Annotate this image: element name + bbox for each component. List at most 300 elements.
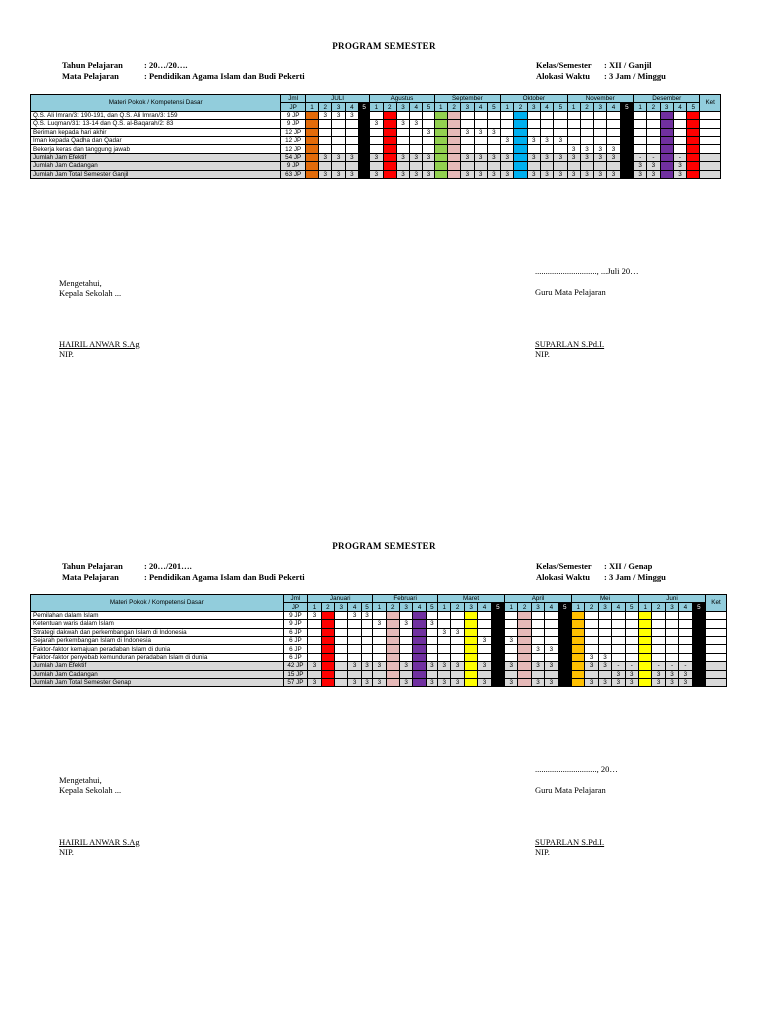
jp-cell: 9 JP (281, 162, 306, 170)
week-cell (572, 620, 585, 628)
week-cell: - (625, 662, 638, 670)
week-cell (692, 645, 705, 653)
week-cell: 3 (319, 170, 332, 178)
week-cell (692, 662, 705, 670)
week-cell (464, 662, 477, 670)
materi-cell: Jumlah Jam Total Semester Genap (31, 678, 284, 686)
guru-nip: NIP. (535, 847, 550, 857)
mapel-label: Mata Pelajaran (62, 572, 119, 582)
week-cell: 3 (474, 128, 487, 136)
place-date: ............................., ...Juli 20… (535, 266, 639, 276)
kelas-label: Kelas/Semester (536, 60, 592, 70)
week-cell (505, 645, 518, 653)
week-number: 1 (572, 603, 585, 611)
week-cell (361, 620, 372, 628)
week-number: 2 (585, 603, 598, 611)
week-cell (665, 620, 678, 628)
week-number: 5 (423, 103, 434, 111)
week-cell: 3 (598, 662, 611, 670)
alokasi-label: Alokasi Waktu (536, 71, 590, 81)
week-cell: 3 (399, 662, 412, 670)
week-cell: 3 (545, 678, 558, 686)
week-cell (679, 636, 692, 644)
week-cell (308, 636, 321, 644)
materi-cell: Strategi dakwah dan perkembangan Islam di Indonesia (31, 628, 284, 636)
week-cell: 3 (487, 170, 500, 178)
header-month: Oktober (501, 95, 567, 103)
week-cell (518, 611, 531, 619)
week-cell (585, 645, 598, 653)
header-month: September (434, 95, 500, 103)
week-cell (373, 628, 386, 636)
week-number: 3 (335, 603, 348, 611)
materi-cell: Jumlah Jam Cadangan (31, 670, 284, 678)
week-cell: 3 (423, 170, 434, 178)
jp-cell: 42 JP (283, 662, 308, 670)
week-cell (308, 645, 321, 653)
week-cell (652, 611, 665, 619)
week-cell: 3 (625, 678, 638, 686)
ket-cell (706, 670, 727, 678)
week-cell: 3 (461, 128, 474, 136)
week-cell: 3 (612, 678, 625, 686)
header-month: Februari (373, 595, 438, 603)
week-cell (505, 620, 518, 628)
week-cell: 3 (567, 153, 580, 161)
week-cell: 3 (598, 678, 611, 686)
week-cell (545, 636, 558, 644)
week-cell (585, 628, 598, 636)
week-cell (321, 628, 334, 636)
week-cell (531, 653, 544, 661)
week-cell: 3 (665, 678, 678, 686)
week-cell (361, 636, 372, 644)
week-cell (665, 653, 678, 661)
week-cell (545, 653, 558, 661)
week-cell: 3 (423, 128, 434, 136)
week-cell: 3 (410, 120, 423, 128)
week-cell (625, 611, 638, 619)
guru-nip: NIP. (535, 349, 550, 359)
week-cell (386, 645, 399, 653)
week-cell: 3 (527, 170, 540, 178)
jp-cell: 6 JP (283, 653, 308, 661)
week-cell (478, 620, 491, 628)
week-number: 2 (451, 603, 464, 611)
alokasi-label: Alokasi Waktu (536, 572, 590, 582)
week-cell: 3 (396, 170, 409, 178)
week-number: 5 (359, 103, 370, 111)
week-cell: 3 (487, 128, 500, 136)
week-cell (386, 662, 399, 670)
week-number: 2 (383, 103, 396, 111)
week-cell (361, 628, 372, 636)
week-cell (612, 611, 625, 619)
week-number: 5 (687, 103, 700, 111)
week-cell: 3 (607, 153, 620, 161)
week-cell (558, 662, 571, 670)
jp-cell: 12 JP (281, 128, 306, 136)
week-cell (572, 678, 585, 686)
guru-name: SUPARLAN S.Pd.I. (535, 339, 605, 349)
week-cell (335, 628, 348, 636)
week-number: 4 (612, 603, 625, 611)
week-cell (518, 678, 531, 686)
week-number: 1 (633, 103, 646, 111)
week-cell: 3 (554, 136, 567, 144)
week-cell (572, 662, 585, 670)
week-cell: 3 (527, 136, 540, 144)
week-cell (413, 653, 426, 661)
week-cell (399, 611, 412, 619)
header-materi: Materi Pokok / Kompetensi Dasar (31, 595, 284, 612)
week-cell (692, 611, 705, 619)
week-cell: - (612, 662, 625, 670)
week-cell (399, 653, 412, 661)
week-cell: 3 (625, 670, 638, 678)
week-cell: 3 (423, 153, 434, 161)
header-jp: JP (281, 103, 306, 111)
week-cell (652, 636, 665, 644)
week-number: 2 (647, 103, 660, 111)
week-cell (464, 678, 477, 686)
week-cell (639, 678, 652, 686)
week-cell: 3 (370, 170, 383, 178)
header-month: Juni (639, 595, 706, 603)
week-cell (413, 670, 426, 678)
page-title: PROGRAM SEMESTER (332, 541, 436, 551)
week-cell (426, 653, 437, 661)
materi-cell: Pemilahan dalam Islam (31, 611, 284, 619)
week-cell (451, 653, 464, 661)
materi-cell: Sejarah perkembangan Islam di Indonesia (31, 636, 284, 644)
week-cell: 3 (531, 678, 544, 686)
ket-cell (706, 662, 727, 670)
ket-cell (706, 653, 727, 661)
week-number: 5 (625, 603, 638, 611)
week-cell (335, 678, 348, 686)
week-cell (625, 620, 638, 628)
week-cell (491, 636, 504, 644)
week-cell (451, 645, 464, 653)
week-cell: - (679, 662, 692, 670)
materi-cell: Bekerja keras dan tanggung jawab (31, 145, 281, 153)
guru-label: Guru Mata Pelajaran (535, 287, 606, 297)
week-cell: 3 (580, 153, 593, 161)
week-cell: 3 (332, 153, 345, 161)
jp-cell: 6 JP (283, 645, 308, 653)
week-cell: 3 (345, 153, 358, 161)
week-number: 1 (305, 103, 318, 111)
week-cell (679, 628, 692, 636)
tahun-label: Tahun Pelajaran (62, 561, 123, 571)
week-cell: 3 (652, 670, 665, 678)
week-cell (558, 620, 571, 628)
week-cell (558, 645, 571, 653)
week-cell: 3 (598, 653, 611, 661)
materi-cell: Beriman kepada hari akhir (31, 128, 281, 136)
kepala-label: Kepala Sekolah ... (59, 785, 122, 795)
week-number: 5 (491, 603, 504, 611)
materi-cell: Q.S. Luqman/31: 13-14 dan Q.S. al-Baqarah/2: 83 (31, 120, 281, 128)
week-cell (692, 653, 705, 661)
week-cell (531, 628, 544, 636)
week-cell: 3 (673, 162, 686, 170)
week-cell (413, 636, 426, 644)
week-cell: 3 (410, 170, 423, 178)
week-number: 2 (580, 103, 593, 111)
kelas-label: Kelas/Semester (536, 561, 592, 571)
jp-cell: 9 JP (281, 120, 306, 128)
week-cell (386, 620, 399, 628)
materi-cell: Jumlah Jam Efektif (31, 662, 284, 670)
kepala-nip: NIP. (59, 847, 74, 857)
week-number: 3 (665, 603, 678, 611)
week-cell (348, 628, 361, 636)
week-number: 2 (319, 103, 332, 111)
week-cell (612, 645, 625, 653)
jp-cell: 15 JP (283, 670, 308, 678)
ket-cell (706, 645, 727, 653)
week-cell (464, 670, 477, 678)
week-cell (625, 628, 638, 636)
week-cell (612, 636, 625, 644)
week-cell (399, 670, 412, 678)
kelas-value: : XII / Genap (604, 561, 653, 571)
week-cell (451, 636, 464, 644)
jp-cell: 57 JP (283, 678, 308, 686)
week-cell (518, 636, 531, 644)
header-month: Maret (438, 595, 505, 603)
week-cell: 3 (478, 678, 491, 686)
week-cell (679, 611, 692, 619)
week-cell (373, 636, 386, 644)
header-month: Mei (572, 595, 639, 603)
week-number: 1 (501, 103, 514, 111)
week-cell (558, 611, 571, 619)
kepala-label: Kepala Sekolah ... (59, 288, 122, 298)
week-number: 4 (478, 603, 491, 611)
week-cell: 3 (438, 628, 451, 636)
summary-row (31, 678, 727, 686)
header-month: Januari (308, 595, 373, 603)
week-cell (505, 653, 518, 661)
week-cell (478, 628, 491, 636)
week-number: 5 (426, 603, 437, 611)
tahun-value: : 20…/201…. (144, 561, 192, 571)
week-cell: 3 (348, 662, 361, 670)
week-cell (413, 662, 426, 670)
week-cell: 3 (501, 170, 514, 178)
week-number: 5 (692, 603, 705, 611)
jp-cell: 63 JP (281, 170, 306, 178)
week-cell (572, 611, 585, 619)
week-number: 3 (594, 103, 607, 111)
summary-row (31, 670, 727, 678)
week-cell (598, 628, 611, 636)
week-cell (531, 620, 544, 628)
week-cell (321, 620, 334, 628)
week-cell (585, 670, 598, 678)
week-cell (335, 620, 348, 628)
week-number: 1 (373, 603, 386, 611)
week-cell (665, 636, 678, 644)
week-cell (361, 645, 372, 653)
materi-cell: Ketentuan waris dalam Islam (31, 620, 284, 628)
week-cell (308, 620, 321, 628)
week-cell (321, 653, 334, 661)
week-cell (491, 611, 504, 619)
week-cell (426, 611, 437, 619)
week-number: 2 (321, 603, 334, 611)
week-cell (491, 620, 504, 628)
week-number: 4 (679, 603, 692, 611)
week-cell: 3 (438, 662, 451, 670)
week-cell: 3 (474, 153, 487, 161)
week-cell (464, 628, 477, 636)
week-number: 4 (474, 103, 487, 111)
week-cell (399, 645, 412, 653)
week-cell (373, 653, 386, 661)
week-cell (572, 670, 585, 678)
week-cell (518, 645, 531, 653)
week-cell (612, 620, 625, 628)
week-cell (413, 611, 426, 619)
week-number: 1 (567, 103, 580, 111)
week-cell (413, 678, 426, 686)
week-cell (464, 653, 477, 661)
week-cell: 3 (478, 636, 491, 644)
week-cell: 3 (612, 670, 625, 678)
table-row (31, 628, 727, 636)
week-cell: 3 (348, 611, 361, 619)
meta-left (62, 561, 305, 583)
summary-row (31, 662, 727, 670)
week-cell (438, 653, 451, 661)
week-cell: 3 (505, 662, 518, 670)
week-number: 3 (598, 603, 611, 611)
week-cell (692, 670, 705, 678)
week-cell: 3 (594, 145, 607, 153)
week-cell (413, 645, 426, 653)
materi-cell: Jumlah Jam Efektif (31, 153, 281, 161)
header-month: November (567, 95, 633, 103)
alokasi-value: : 3 Jam / Minggu (604, 572, 666, 582)
week-cell (572, 628, 585, 636)
week-cell: 3 (426, 662, 437, 670)
week-cell: 3 (396, 153, 409, 161)
week-cell (598, 636, 611, 644)
week-cell: 3 (585, 678, 598, 686)
tahun-label: Tahun Pelajaran (62, 60, 123, 70)
week-cell (308, 670, 321, 678)
week-cell: 3 (373, 662, 386, 670)
week-number: 4 (673, 103, 686, 111)
week-cell (545, 628, 558, 636)
week-cell (531, 636, 544, 644)
week-cell (639, 611, 652, 619)
week-cell: 3 (361, 611, 372, 619)
week-cell: 3 (308, 662, 321, 670)
week-cell (639, 628, 652, 636)
week-cell (426, 628, 437, 636)
week-cell (665, 611, 678, 619)
week-cell: 3 (370, 120, 383, 128)
week-cell (308, 628, 321, 636)
week-cell (639, 670, 652, 678)
week-cell: 3 (647, 170, 660, 178)
week-cell: 3 (308, 678, 321, 686)
week-cell (679, 645, 692, 653)
week-cell (438, 670, 451, 678)
week-cell (598, 611, 611, 619)
week-cell (321, 611, 334, 619)
week-cell (692, 628, 705, 636)
mengetahui-label: Mengetahui, (59, 278, 102, 288)
week-cell (625, 636, 638, 644)
week-cell (399, 628, 412, 636)
week-cell (558, 636, 571, 644)
week-cell (335, 636, 348, 644)
week-cell: 3 (501, 136, 514, 144)
week-cell (335, 670, 348, 678)
week-cell: 3 (451, 678, 464, 686)
week-cell (652, 620, 665, 628)
week-cell (652, 645, 665, 653)
jp-cell: 6 JP (283, 628, 308, 636)
week-cell: 3 (396, 120, 409, 128)
week-cell: 3 (567, 145, 580, 153)
week-cell: 3 (531, 645, 544, 653)
header-ket: Ket (706, 595, 727, 612)
week-cell (558, 678, 571, 686)
week-cell: - (647, 153, 660, 161)
week-number: 3 (527, 103, 540, 111)
week-number: 2 (447, 103, 460, 111)
week-number: 2 (652, 603, 665, 611)
week-number: 5 (487, 103, 500, 111)
week-cell (478, 653, 491, 661)
jp-cell: 6 JP (283, 636, 308, 644)
week-cell: 3 (399, 620, 412, 628)
week-cell (438, 611, 451, 619)
week-cell: 3 (531, 662, 544, 670)
week-cell: 3 (319, 153, 332, 161)
week-cell: 3 (332, 111, 345, 119)
week-cell: 3 (332, 170, 345, 178)
week-cell (321, 662, 334, 670)
week-cell (505, 628, 518, 636)
week-number: 1 (434, 103, 447, 111)
week-cell (478, 645, 491, 653)
week-number: 3 (461, 103, 474, 111)
week-cell (545, 670, 558, 678)
header-ket: Ket (700, 95, 721, 112)
week-cell (491, 662, 504, 670)
kelas-value: : XII / Ganjil (604, 60, 652, 70)
header-month: April (505, 595, 572, 603)
week-cell: - (673, 153, 686, 161)
week-cell: 3 (594, 153, 607, 161)
week-cell: 3 (585, 662, 598, 670)
week-cell (692, 636, 705, 644)
week-cell (505, 611, 518, 619)
week-cell (321, 678, 334, 686)
table-row (31, 645, 727, 653)
week-cell (335, 653, 348, 661)
week-cell: 3 (633, 170, 646, 178)
week-cell (558, 653, 571, 661)
